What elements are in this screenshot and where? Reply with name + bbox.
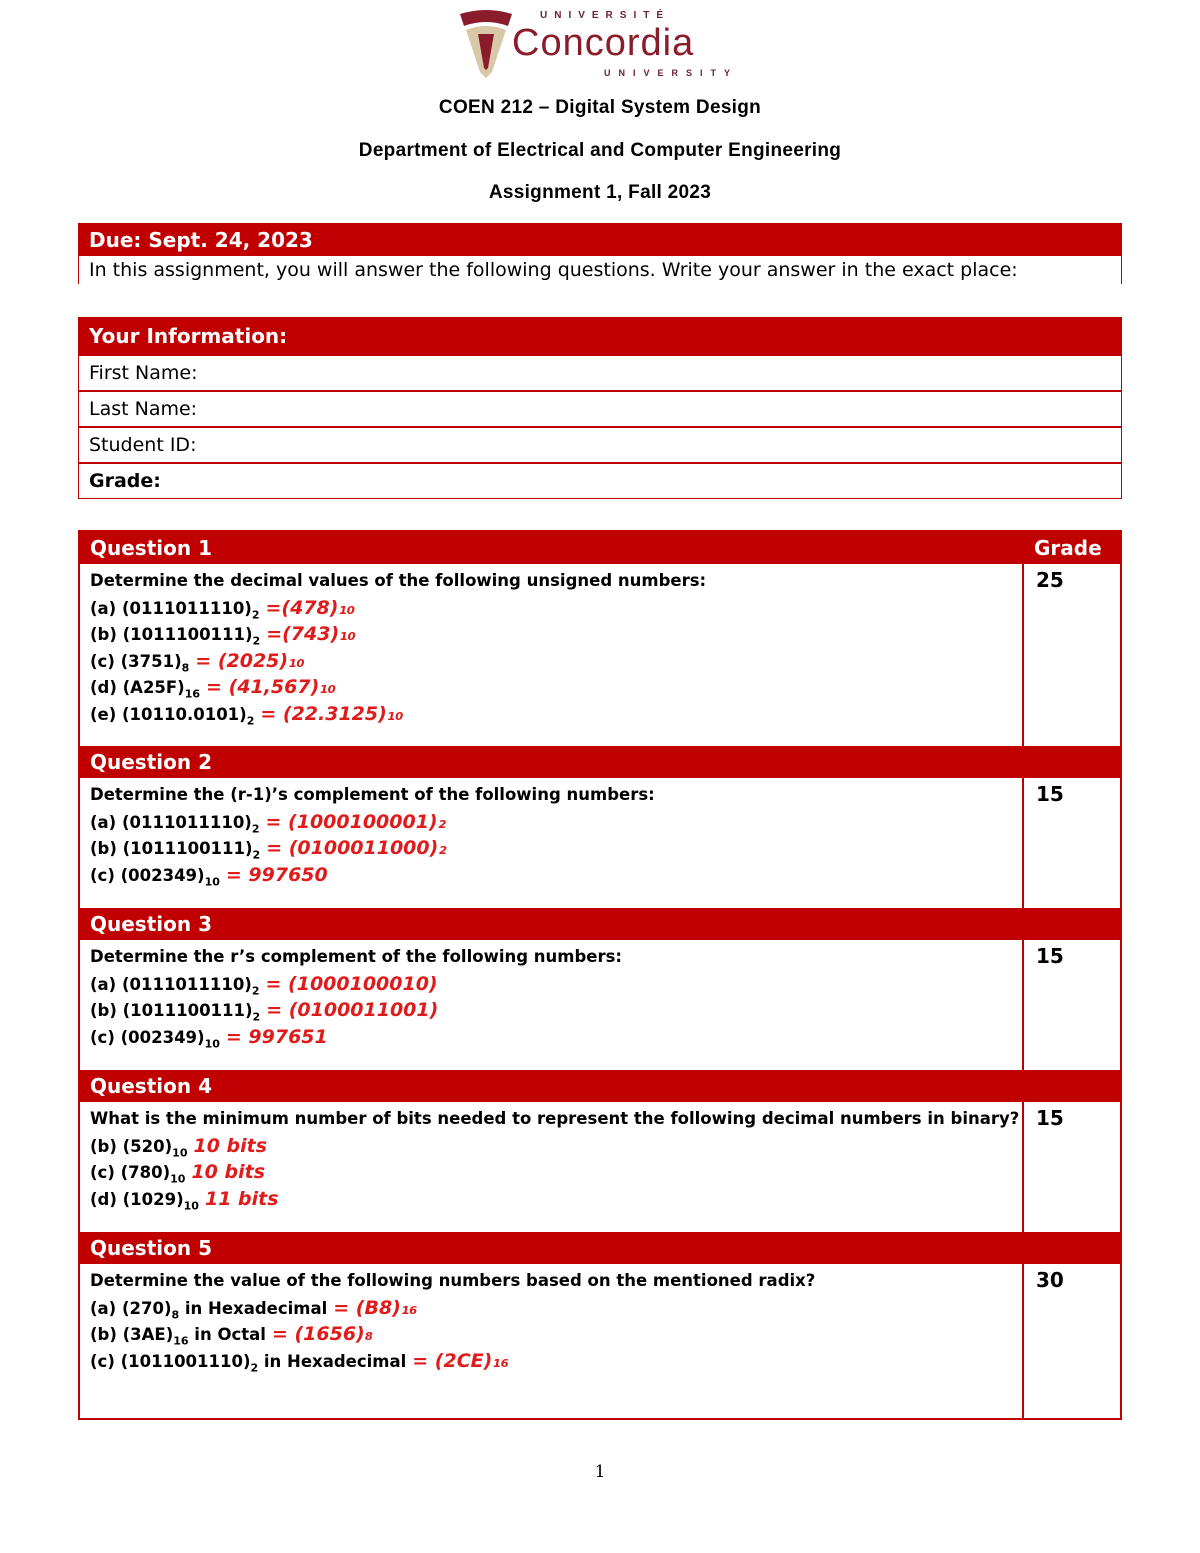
handwritten-answer: = (2025)₁₀ (195, 649, 305, 672)
info-title: Your Information: (79, 318, 1121, 354)
course-title: COEN 212 – Digital System Design (438, 97, 762, 118)
student-info-box (78, 317, 1122, 499)
handwritten-answer: 10 bits (193, 1134, 268, 1157)
last-name-field[interactable]: Last Name: (79, 390, 1121, 426)
grade-field: Grade: (79, 462, 1121, 498)
question-item: (b) $(3AE)_{16}$ in Octal = (1656)₈ (90, 1323, 374, 1348)
handwritten-answer: = (B8)₁₆ (333, 1296, 418, 1319)
handwritten-answer: = (41,567)₁₀ (206, 676, 336, 698)
page-number: 1 (594, 1462, 606, 1482)
question-item: (c) $(1011001110)_2$ in Hexadecimal = (2CE)₁₆ (90, 1349, 509, 1374)
logo-bottom-text: UNIVERSITY (604, 68, 739, 78)
question-grade: 15 (1036, 782, 1064, 806)
question-prompt: Determine the value of the following numbers based on the mentioned radix? (90, 1271, 816, 1290)
grade-column-header: Grade (1034, 536, 1102, 560)
handwritten-answer: = (0100011000)₂ (266, 837, 447, 859)
handwritten-answer: =(743)₁₀ (266, 623, 356, 645)
question-item: (c) $(780)_{10}$ 10 bits (90, 1161, 266, 1186)
assignment-instructions: In this assignment, you will answer the following questions. Write your answer in the exact place: (89, 259, 1018, 281)
question-grade: 25 (1036, 568, 1064, 592)
handwritten-answer: = (0100011001) (266, 999, 439, 1021)
assignment-title: Assignment 1, Fall 2023 (488, 182, 712, 203)
question-item: (a) $(0111011110)_2 = (1000100010)$ (90, 972, 438, 997)
question-body (80, 1102, 1120, 1232)
logo-top-text: UNIVERSITÉ (540, 10, 671, 21)
question-header (80, 746, 1120, 778)
first-name-field[interactable]: First Name: (79, 354, 1121, 390)
question-body (80, 564, 1120, 746)
department-title: Department of Electrical and Computer Engineering (358, 140, 842, 161)
question-grade: 15 (1036, 944, 1064, 968)
handwritten-answer: = 997650 (225, 863, 328, 886)
question-item: (c) $(002349)_{10} = 997650$ (90, 863, 328, 888)
question-title: Question 2 (90, 750, 212, 774)
handwritten-answer: 10 bits (191, 1161, 266, 1183)
question-header (80, 1070, 1120, 1102)
question-item: (a) $(0111011110)_2 = (1000100001)_2$ (90, 810, 446, 835)
question-grade: 15 (1036, 1106, 1064, 1130)
question-item: (d) $(1029)_{10}$ 11 bits (90, 1187, 279, 1212)
questions-table (78, 530, 1122, 1420)
question-header (80, 908, 1120, 940)
question-item: (a) $(0111011110)_2 =(478)_{10}$ (90, 596, 356, 621)
question-item: (a) $(270)_8$ in Hexadecimal = (B8)₁₆ (90, 1296, 418, 1321)
question-title: Question 5 (90, 1236, 212, 1260)
question-item: (b) $(1011100111)_2 =(743)_{10}$ (90, 623, 356, 648)
handwritten-answer: =(478)₁₀ (265, 596, 356, 619)
student-id-field[interactable]: Student ID: (79, 426, 1121, 462)
question-item: (b) $(520)_{10}$ 10 bits (90, 1134, 268, 1159)
question-prompt: What is the minimum number of bits needed to represent the following decimal numbers in binary? (90, 1109, 1020, 1128)
handwritten-answer: = (2CE)₁₆ (412, 1349, 509, 1372)
question-prompt: Determine the r’s complement of the following numbers: (90, 947, 623, 966)
question-prompt: Determine the decimal values of the following unsigned numbers: (90, 571, 707, 590)
question-body (80, 940, 1120, 1070)
question-body (80, 1264, 1120, 1418)
question-grade: 30 (1036, 1268, 1064, 1292)
question-item: (b) $(1011100111)_2 = (0100011001)$ (90, 999, 439, 1024)
question-item: (e) $(10110.0101)_2 = (22.3125)_{10}$ (90, 702, 404, 727)
handwritten-answer: 11 bits (204, 1187, 279, 1210)
question-item: (d) $(A25F)_{16} = (41,567)_{10}$ (90, 676, 336, 701)
handwritten-answer: = 997651 (225, 1025, 328, 1048)
concordia-shield-icon (456, 8, 516, 80)
question-body (80, 778, 1120, 908)
handwritten-answer: = (1000100001)₂ (265, 810, 446, 833)
question-title: Question 1 (90, 536, 212, 560)
question-item: (c) $(002349)_{10} = 997651$ (90, 1025, 328, 1050)
handwritten-answer: = (22.3125)₁₀ (260, 702, 404, 725)
handwritten-answer: = (1656)₈ (271, 1323, 374, 1345)
question-header (80, 1232, 1120, 1264)
question-title: Question 4 (90, 1074, 212, 1098)
due-date: Due: Sept. 24, 2023 (79, 224, 1121, 256)
concordia-logo (456, 8, 739, 80)
due-box (78, 223, 1122, 284)
handwritten-answer: = (1000100010) (265, 972, 438, 995)
question-item: (b) $(1011100111)_2 = (0100011000)_2$ (90, 837, 447, 862)
logo-main-text: Concordia (512, 22, 695, 64)
question-item: (c) $(3751)_8 = (2025)_{10}$ (90, 649, 305, 674)
question-header (80, 532, 1120, 564)
question-title: Question 3 (90, 912, 212, 936)
question-prompt: Determine the (r-1)’s complement of the following numbers: (90, 785, 655, 804)
